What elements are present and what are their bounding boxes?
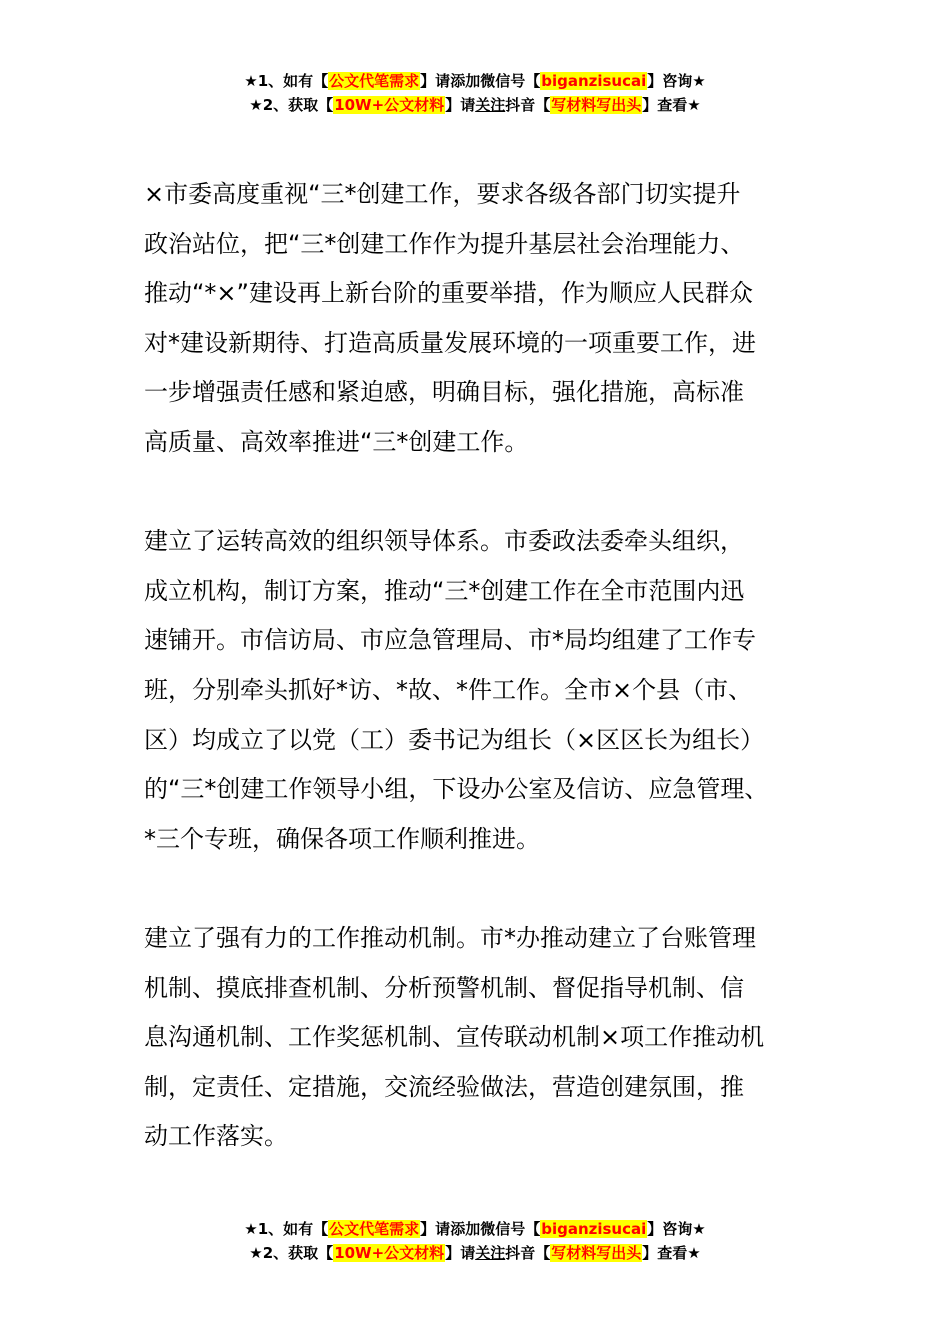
banner-line-1 [0, 1217, 950, 1241]
text-line: 高质量、高效率推进“三*创建工作。 [144, 427, 529, 456]
text-line: 速铺开。市信访局、市应急管理局、市*局均组建了工作专 [144, 626, 756, 655]
text-line: 建立了运转高效的组织领导体系。市委政法委牵头组织， [144, 527, 744, 556]
text-line: 成立机构，制订方案，推动“三*创建工作在全市范围内迅 [144, 576, 745, 605]
text-line: 息沟通机制、工作奖惩机制、宣传联动机制×项工作推动机 [144, 1023, 765, 1052]
document-body [144, 170, 820, 1211]
text-line: 一步增强责任感和紧迫感，明确目标，强化措施，高标准 [144, 378, 744, 407]
banner-line-1 [0, 69, 950, 93]
header-banner [0, 69, 950, 117]
text-line: 班，分别牵头抓好*访、*故、*件工作。全市×个县（市、 [144, 675, 753, 704]
banner-text: 】请 [445, 96, 476, 114]
text-line: 建立了强有力的工作推动机制。市*办推动建立了台账管理 [144, 923, 756, 952]
banner-text: 抖音【 [505, 96, 551, 114]
banner-text: 微信号【 [480, 1220, 541, 1238]
banner-text: 微信号【 [480, 72, 541, 90]
banner-text: 】请 [420, 1220, 451, 1238]
text-line: 动工作落实。 [144, 1122, 288, 1151]
paragraph-1 [144, 170, 820, 468]
text-line: 政治站位，把“三*创建工作作为提升基层社会治理能力、 [144, 229, 745, 258]
banner-emphasis: 关注 [475, 1244, 506, 1262]
highlight-douyin-account: 写材料写出头 [551, 96, 642, 114]
banner-text: ★2、获取【 [249, 1244, 334, 1262]
highlight-materials: 10W+公文材料 [334, 96, 445, 114]
text-line: 制，定责任、定措施，交流经验做法，营造创建氛围，推 [144, 1072, 744, 1101]
text-line: 对*建设新期待、打造高质量发展环境的一项重要工作，进 [144, 328, 756, 357]
highlight-wechat-id: biganzisucai [541, 1220, 647, 1238]
footer-banner [0, 1217, 950, 1265]
paragraph-3 [144, 914, 820, 1162]
banner-text: 抖音【 [505, 1244, 551, 1262]
banner-text: 】查看★ [642, 1244, 701, 1262]
highlight-service: 公文代笔需求 [329, 1220, 420, 1238]
banner-emphasis: 添加 [450, 72, 481, 90]
text-line: 机制、摸底排查机制、分析预警机制、督促指导机制、信 [144, 973, 744, 1002]
banner-text: ★1、如有【 [244, 72, 329, 90]
banner-text: 】请 [420, 72, 451, 90]
paragraph-2 [144, 517, 820, 864]
highlight-materials: 10W+公文材料 [334, 1244, 445, 1262]
banner-text: 】咨询★ [647, 1220, 706, 1238]
banner-emphasis: 关注 [475, 96, 506, 114]
text-line: *三个专班，确保各项工作顺利推进。 [144, 824, 540, 853]
highlight-service: 公文代笔需求 [329, 72, 420, 90]
text-line: 区）均成立了以党（工）委书记为组长（×区区长为组长） [144, 725, 765, 754]
text-line: ×市委高度重视“三*创建工作，要求各级各部门切实提升 [144, 180, 741, 208]
banner-text: 】请 [445, 1244, 476, 1262]
banner-text: 】查看★ [642, 96, 701, 114]
text-line: 的“三*创建工作领导小组，下设办公室及信访、应急管理、 [144, 775, 769, 804]
banner-text: 】咨询★ [647, 72, 706, 90]
banner-text: ★2、获取【 [249, 96, 334, 114]
banner-text: ★1、如有【 [244, 1220, 329, 1238]
highlight-wechat-id: biganzisucai [541, 72, 647, 90]
banner-line-2 [0, 93, 950, 117]
text-line: 推动“*×”建设再上新台阶的重要举措，作为顺应人民群众 [144, 279, 753, 308]
highlight-douyin-account: 写材料写出头 [551, 1244, 642, 1262]
banner-line-2 [0, 1241, 950, 1265]
banner-emphasis: 添加 [450, 1220, 481, 1238]
